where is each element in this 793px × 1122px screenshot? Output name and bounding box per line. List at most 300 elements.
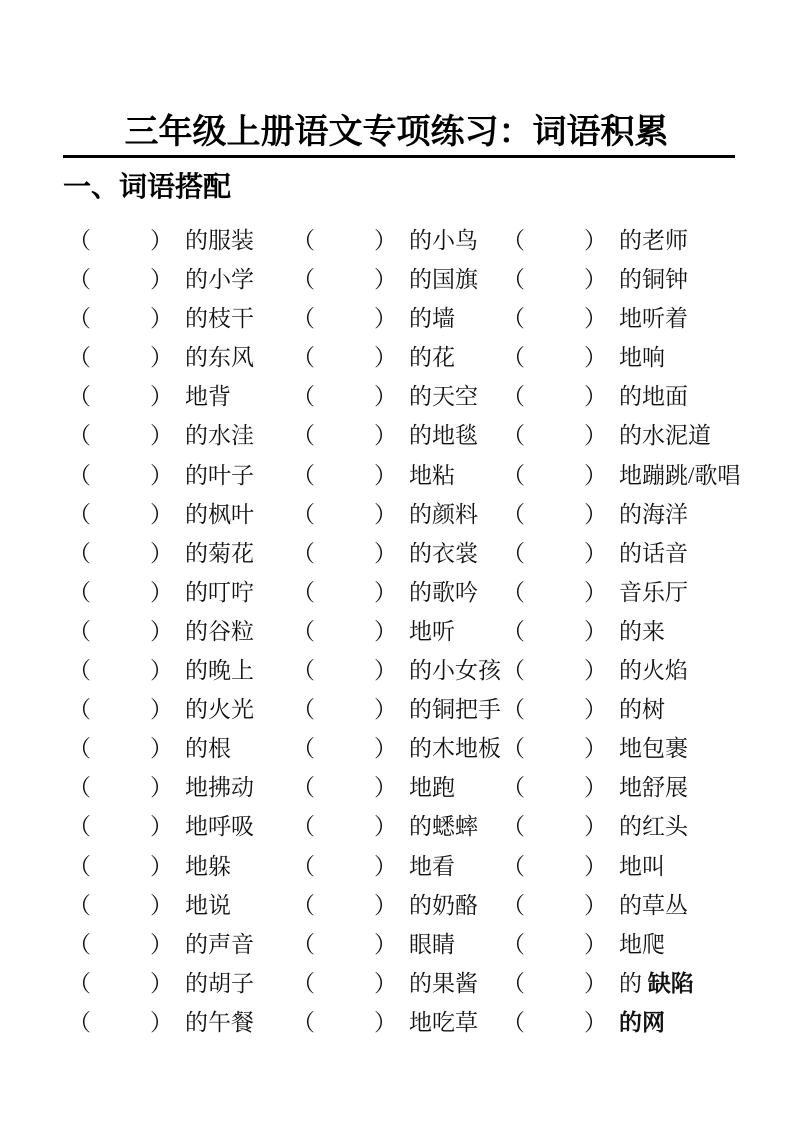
phrase-regular: 地说 bbox=[185, 892, 231, 918]
close-paren: ） bbox=[374, 423, 397, 449]
phrase-regular: 的 bbox=[619, 970, 648, 996]
word-match-cell bbox=[68, 847, 292, 886]
close-paren: ） bbox=[150, 658, 173, 684]
worksheet-row bbox=[68, 221, 793, 260]
phrase bbox=[619, 423, 711, 448]
close-paren: ） bbox=[150, 267, 173, 293]
close-paren: ） bbox=[150, 618, 173, 644]
answer-blank bbox=[314, 325, 374, 326]
phrase bbox=[185, 541, 254, 566]
open-paren: （ bbox=[502, 540, 525, 566]
worksheet-row bbox=[68, 690, 793, 729]
phrase bbox=[185, 893, 231, 918]
phrase bbox=[409, 423, 478, 448]
worksheet-row bbox=[68, 1003, 793, 1042]
close-paren: ） bbox=[150, 228, 173, 253]
answer-blank bbox=[90, 794, 150, 795]
word-match-cell bbox=[292, 221, 502, 260]
open-paren: （ bbox=[502, 384, 525, 410]
answer-blank bbox=[314, 677, 374, 678]
worksheet-row bbox=[68, 573, 793, 612]
word-match-cell bbox=[292, 886, 502, 925]
word-match-cell bbox=[68, 964, 292, 1003]
answer-blank bbox=[524, 638, 584, 639]
close-paren: ） bbox=[150, 970, 173, 996]
phrase-regular: 地蹦跳/歌唱 bbox=[619, 462, 741, 488]
phrase-regular: 地响 bbox=[619, 345, 665, 371]
answer-blank bbox=[314, 247, 374, 248]
open-paren: （ bbox=[502, 228, 525, 253]
phrase-regular: 的红头 bbox=[619, 814, 688, 840]
phrase bbox=[409, 1010, 478, 1035]
close-paren: ） bbox=[150, 384, 173, 410]
phrase-regular: 的颜料 bbox=[409, 501, 478, 527]
phrase-regular: 的花 bbox=[409, 345, 455, 371]
open-paren: （ bbox=[292, 501, 315, 527]
worksheet-rows bbox=[68, 221, 793, 1042]
phrase bbox=[409, 619, 455, 644]
worksheet-row bbox=[68, 886, 793, 925]
close-paren: ） bbox=[150, 462, 173, 488]
word-match-cell bbox=[502, 495, 688, 534]
word-match-cell bbox=[502, 221, 688, 260]
phrase bbox=[409, 306, 455, 331]
phrase-regular: 的根 bbox=[185, 736, 231, 762]
close-paren: ） bbox=[374, 267, 397, 293]
close-paren: ） bbox=[584, 1009, 607, 1035]
phrase-regular: 的午餐 bbox=[185, 1009, 254, 1035]
worksheet-row bbox=[68, 964, 793, 1003]
word-match-cell bbox=[502, 964, 694, 1003]
phrase-regular: 的老师 bbox=[619, 228, 688, 253]
close-paren: ） bbox=[150, 814, 173, 840]
open-paren: （ bbox=[502, 501, 525, 527]
word-match-cell bbox=[68, 886, 292, 925]
close-paren: ） bbox=[584, 892, 607, 918]
phrase bbox=[619, 854, 665, 879]
phrase-regular: 的声音 bbox=[185, 931, 254, 957]
word-match-cell bbox=[292, 456, 502, 495]
phrase-regular: 地背 bbox=[185, 384, 231, 410]
open-paren: （ bbox=[502, 345, 525, 371]
phrase bbox=[185, 619, 254, 644]
close-paren: ） bbox=[150, 775, 173, 801]
open-paren: （ bbox=[292, 658, 315, 684]
word-match-cell bbox=[68, 338, 292, 377]
answer-blank bbox=[524, 873, 584, 874]
phrase-regular: 的奶酪 bbox=[409, 892, 478, 918]
word-match-cell bbox=[68, 925, 292, 964]
phrase-regular: 的海洋 bbox=[619, 501, 688, 527]
phrase bbox=[619, 541, 688, 566]
open-paren: （ bbox=[68, 853, 91, 879]
phrase-regular: 的东风 bbox=[185, 345, 254, 371]
answer-blank bbox=[524, 560, 584, 561]
open-paren: （ bbox=[502, 853, 525, 879]
worksheet-row bbox=[68, 925, 793, 964]
phrase-regular: 地粘 bbox=[409, 462, 455, 488]
word-match-cell bbox=[68, 260, 292, 299]
answer-blank bbox=[90, 482, 150, 483]
word-match-cell bbox=[68, 416, 292, 455]
phrase-regular: 的胡子 bbox=[185, 970, 254, 996]
close-paren: ） bbox=[584, 267, 607, 293]
close-paren: ） bbox=[150, 892, 173, 918]
phrase bbox=[619, 736, 688, 761]
close-paren: ） bbox=[374, 501, 397, 527]
answer-blank bbox=[524, 990, 584, 991]
phrase-regular: 的树 bbox=[619, 697, 665, 723]
close-paren: ） bbox=[374, 1009, 397, 1035]
worksheet-row bbox=[68, 612, 793, 651]
close-paren: ） bbox=[374, 775, 397, 801]
phrase-regular: 的来 bbox=[619, 618, 665, 644]
word-match-cell bbox=[68, 612, 292, 651]
open-paren: （ bbox=[292, 345, 315, 371]
answer-blank bbox=[90, 638, 150, 639]
open-paren: （ bbox=[502, 892, 525, 918]
open-paren: （ bbox=[292, 736, 315, 762]
open-paren: （ bbox=[502, 814, 525, 840]
phrase bbox=[619, 658, 688, 683]
answer-blank bbox=[524, 325, 584, 326]
open-paren: （ bbox=[68, 462, 91, 488]
page-title: 三年级上册语文专项练习：词语积累 bbox=[124, 113, 669, 151]
close-paren: ） bbox=[584, 501, 607, 527]
answer-blank bbox=[314, 833, 374, 834]
word-match-cell bbox=[502, 729, 688, 768]
word-match-cell bbox=[292, 690, 502, 729]
close-paren: ） bbox=[150, 345, 173, 371]
open-paren: （ bbox=[292, 814, 315, 840]
phrase-regular: 的果酱 bbox=[409, 970, 478, 996]
answer-blank bbox=[524, 286, 584, 287]
phrase-regular: 地舒展 bbox=[619, 775, 688, 801]
open-paren: （ bbox=[68, 306, 91, 332]
phrase-regular: 的火焰 bbox=[619, 658, 688, 684]
close-paren: ） bbox=[150, 736, 173, 762]
close-paren: ） bbox=[584, 814, 607, 840]
open-paren: （ bbox=[68, 697, 91, 723]
open-paren: （ bbox=[292, 1009, 315, 1035]
phrase bbox=[409, 736, 501, 761]
phrase bbox=[185, 814, 254, 839]
open-paren: （ bbox=[502, 579, 525, 605]
phrase-regular: 的火光 bbox=[185, 697, 254, 723]
close-paren: ） bbox=[374, 579, 397, 605]
answer-blank bbox=[314, 873, 374, 874]
close-paren: ） bbox=[150, 853, 173, 879]
phrase-regular: 地吃草 bbox=[409, 1009, 478, 1035]
phrase bbox=[619, 893, 688, 918]
word-match-cell bbox=[502, 847, 665, 886]
close-paren: ） bbox=[374, 658, 397, 684]
close-paren: ） bbox=[584, 970, 607, 996]
phrase-regular: 的水泥道 bbox=[619, 423, 711, 449]
word-match-cell bbox=[502, 534, 688, 573]
phrase-regular: 地包裹 bbox=[619, 736, 688, 762]
open-paren: （ bbox=[502, 775, 525, 801]
close-paren: ） bbox=[150, 423, 173, 449]
word-match-cell bbox=[502, 416, 711, 455]
answer-blank bbox=[524, 247, 584, 248]
phrase bbox=[409, 580, 478, 605]
phrase bbox=[185, 384, 231, 409]
open-paren: （ bbox=[292, 462, 315, 488]
phrase-regular: 的叮咛 bbox=[185, 579, 254, 605]
worksheet-row bbox=[68, 416, 793, 455]
close-paren: ） bbox=[584, 579, 607, 605]
open-paren: （ bbox=[502, 931, 525, 957]
word-match-cell bbox=[292, 260, 502, 299]
close-paren: ） bbox=[584, 775, 607, 801]
open-paren: （ bbox=[292, 267, 315, 293]
phrase-regular: 的铜把手 bbox=[409, 697, 501, 723]
phrase-regular: 的水洼 bbox=[185, 423, 254, 449]
phrase bbox=[409, 384, 478, 409]
phrase-regular: 的蟋蟀 bbox=[409, 814, 478, 840]
word-match-cell bbox=[502, 260, 688, 299]
answer-blank bbox=[90, 442, 150, 443]
word-match-cell bbox=[502, 886, 688, 925]
phrase bbox=[619, 463, 740, 488]
close-paren: ） bbox=[150, 579, 173, 605]
close-paren: ） bbox=[584, 658, 607, 684]
phrase bbox=[409, 345, 455, 370]
phrase-regular: 的地面 bbox=[619, 384, 688, 410]
open-paren: （ bbox=[292, 618, 315, 644]
open-paren: （ bbox=[292, 228, 315, 253]
phrase bbox=[185, 580, 254, 605]
answer-blank bbox=[524, 677, 584, 678]
close-paren: ） bbox=[374, 853, 397, 879]
word-match-cell bbox=[68, 221, 292, 260]
open-paren: （ bbox=[502, 618, 525, 644]
phrase bbox=[185, 423, 254, 448]
phrase-regular: 的小鸟 bbox=[409, 228, 478, 253]
word-match-cell bbox=[502, 299, 688, 338]
word-match-cell bbox=[502, 573, 688, 612]
phrase bbox=[619, 345, 665, 370]
word-match-cell bbox=[292, 416, 502, 455]
answer-blank bbox=[314, 794, 374, 795]
word-match-cell bbox=[68, 768, 292, 807]
word-match-cell bbox=[292, 495, 502, 534]
answer-blank bbox=[524, 833, 584, 834]
phrase bbox=[619, 580, 688, 605]
word-match-cell bbox=[502, 456, 740, 495]
phrase-regular: 地爬 bbox=[619, 931, 665, 957]
close-paren: ） bbox=[374, 931, 397, 957]
answer-blank bbox=[314, 599, 374, 600]
phrase-regular: 的菊花 bbox=[185, 540, 254, 566]
word-match-cell bbox=[292, 612, 502, 651]
answer-blank bbox=[314, 755, 374, 756]
open-paren: （ bbox=[292, 775, 315, 801]
word-match-cell bbox=[292, 338, 502, 377]
worksheet-row bbox=[68, 847, 793, 886]
close-paren: ） bbox=[374, 462, 397, 488]
word-match-cell bbox=[68, 534, 292, 573]
word-match-cell bbox=[502, 651, 688, 690]
answer-blank bbox=[90, 599, 150, 600]
answer-blank bbox=[90, 521, 150, 522]
phrase-regular: 地躲 bbox=[185, 853, 231, 879]
worksheet-row bbox=[68, 299, 793, 338]
word-match-cell bbox=[292, 847, 502, 886]
phrase-regular: 的叶子 bbox=[185, 462, 254, 488]
phrase-regular: 的地毯 bbox=[409, 423, 478, 449]
word-match-cell bbox=[68, 377, 292, 416]
phrase-regular: 的草丛 bbox=[619, 892, 688, 918]
phrase-regular: 的服装 bbox=[185, 228, 254, 253]
phrase bbox=[619, 502, 688, 527]
worksheet-row bbox=[68, 768, 793, 807]
answer-blank bbox=[524, 716, 584, 717]
open-paren: （ bbox=[68, 228, 91, 253]
word-match-cell bbox=[68, 690, 292, 729]
word-match-cell bbox=[68, 495, 292, 534]
word-match-cell bbox=[502, 612, 665, 651]
worksheet-row bbox=[68, 456, 793, 495]
answer-blank bbox=[90, 677, 150, 678]
answer-blank bbox=[90, 912, 150, 913]
answer-blank bbox=[314, 716, 374, 717]
answer-blank bbox=[90, 833, 150, 834]
worksheet-row bbox=[68, 729, 793, 768]
close-paren: ） bbox=[374, 384, 397, 410]
answer-blank bbox=[524, 403, 584, 404]
phrase bbox=[409, 502, 478, 527]
answer-blank bbox=[524, 755, 584, 756]
open-paren: （ bbox=[292, 306, 315, 332]
phrase-regular: 地听着 bbox=[619, 306, 688, 332]
phrase bbox=[619, 932, 665, 957]
open-paren: （ bbox=[502, 697, 525, 723]
open-paren: （ bbox=[68, 1009, 91, 1035]
answer-blank bbox=[314, 521, 374, 522]
open-paren: （ bbox=[292, 892, 315, 918]
open-paren: （ bbox=[68, 618, 91, 644]
answer-blank bbox=[314, 286, 374, 287]
phrase-regular: 的枝干 bbox=[185, 306, 254, 332]
phrase bbox=[185, 267, 254, 292]
answer-blank bbox=[314, 403, 374, 404]
close-paren: ） bbox=[374, 540, 397, 566]
phrase bbox=[185, 345, 254, 370]
phrase-regular: 的衣裳 bbox=[409, 540, 478, 566]
phrase-bold: 的网 bbox=[619, 1009, 665, 1035]
word-match-cell bbox=[292, 651, 502, 690]
open-paren: （ bbox=[68, 775, 91, 801]
close-paren: ） bbox=[150, 931, 173, 957]
answer-blank bbox=[314, 990, 374, 991]
open-paren: （ bbox=[68, 579, 91, 605]
word-match-cell bbox=[292, 1003, 502, 1042]
open-paren: （ bbox=[292, 697, 315, 723]
phrase bbox=[409, 463, 455, 488]
word-match-cell bbox=[292, 377, 502, 416]
phrase-regular: 地看 bbox=[409, 853, 455, 879]
phrase bbox=[409, 658, 501, 683]
close-paren: ） bbox=[584, 423, 607, 449]
answer-blank bbox=[90, 716, 150, 717]
answer-blank bbox=[90, 286, 150, 287]
worksheet-row bbox=[68, 495, 793, 534]
phrase-regular: 地跑 bbox=[409, 775, 455, 801]
word-match-cell bbox=[502, 1003, 665, 1042]
word-match-cell bbox=[292, 534, 502, 573]
open-paren: （ bbox=[502, 970, 525, 996]
phrase-regular: 的谷粒 bbox=[185, 618, 254, 644]
open-paren: （ bbox=[68, 384, 91, 410]
phrase bbox=[619, 228, 688, 253]
phrase bbox=[185, 463, 254, 488]
phrase-regular: 的话音 bbox=[619, 540, 688, 566]
open-paren: （ bbox=[68, 501, 91, 527]
worksheet-row bbox=[68, 338, 793, 377]
phrase-regular: 的晚上 bbox=[185, 658, 254, 684]
close-paren: ） bbox=[150, 1009, 173, 1035]
answer-blank bbox=[90, 403, 150, 404]
phrase-regular: 的枫叶 bbox=[185, 501, 254, 527]
word-match-cell bbox=[68, 729, 292, 768]
answer-blank bbox=[90, 951, 150, 952]
close-paren: ） bbox=[584, 697, 607, 723]
close-paren: ） bbox=[584, 736, 607, 762]
open-paren: （ bbox=[502, 736, 525, 762]
close-paren: ） bbox=[374, 970, 397, 996]
phrase bbox=[185, 502, 254, 527]
phrase bbox=[185, 736, 231, 761]
phrase bbox=[409, 893, 478, 918]
phrase bbox=[185, 697, 254, 722]
worksheet-row bbox=[68, 807, 793, 846]
answer-blank bbox=[314, 364, 374, 365]
word-match-cell bbox=[502, 338, 665, 377]
answer-blank bbox=[524, 521, 584, 522]
phrase bbox=[185, 971, 254, 996]
answer-blank bbox=[90, 755, 150, 756]
answer-blank bbox=[524, 599, 584, 600]
phrase-regular: 的墙 bbox=[409, 306, 455, 332]
worksheet-row bbox=[68, 377, 793, 416]
word-match-cell bbox=[292, 729, 502, 768]
open-paren: （ bbox=[502, 462, 525, 488]
phrase-regular: 地听 bbox=[409, 618, 455, 644]
open-paren: （ bbox=[68, 540, 91, 566]
open-paren: （ bbox=[68, 423, 91, 449]
answer-blank bbox=[524, 364, 584, 365]
close-paren: ） bbox=[374, 814, 397, 840]
open-paren: （ bbox=[502, 423, 525, 449]
open-paren: （ bbox=[502, 306, 525, 332]
phrase-regular: 的小女孩 bbox=[409, 658, 501, 684]
close-paren: ） bbox=[374, 618, 397, 644]
word-match-cell bbox=[292, 964, 502, 1003]
phrase bbox=[619, 775, 688, 800]
word-match-cell bbox=[502, 690, 665, 729]
close-paren: ） bbox=[584, 618, 607, 644]
close-paren: ） bbox=[150, 306, 173, 332]
worksheet-row bbox=[68, 534, 793, 573]
open-paren: （ bbox=[502, 267, 525, 293]
phrase-regular: 音乐厅 bbox=[619, 579, 688, 605]
open-paren: （ bbox=[68, 814, 91, 840]
close-paren: ） bbox=[584, 931, 607, 957]
close-paren: ） bbox=[374, 892, 397, 918]
word-match-cell bbox=[292, 925, 502, 964]
